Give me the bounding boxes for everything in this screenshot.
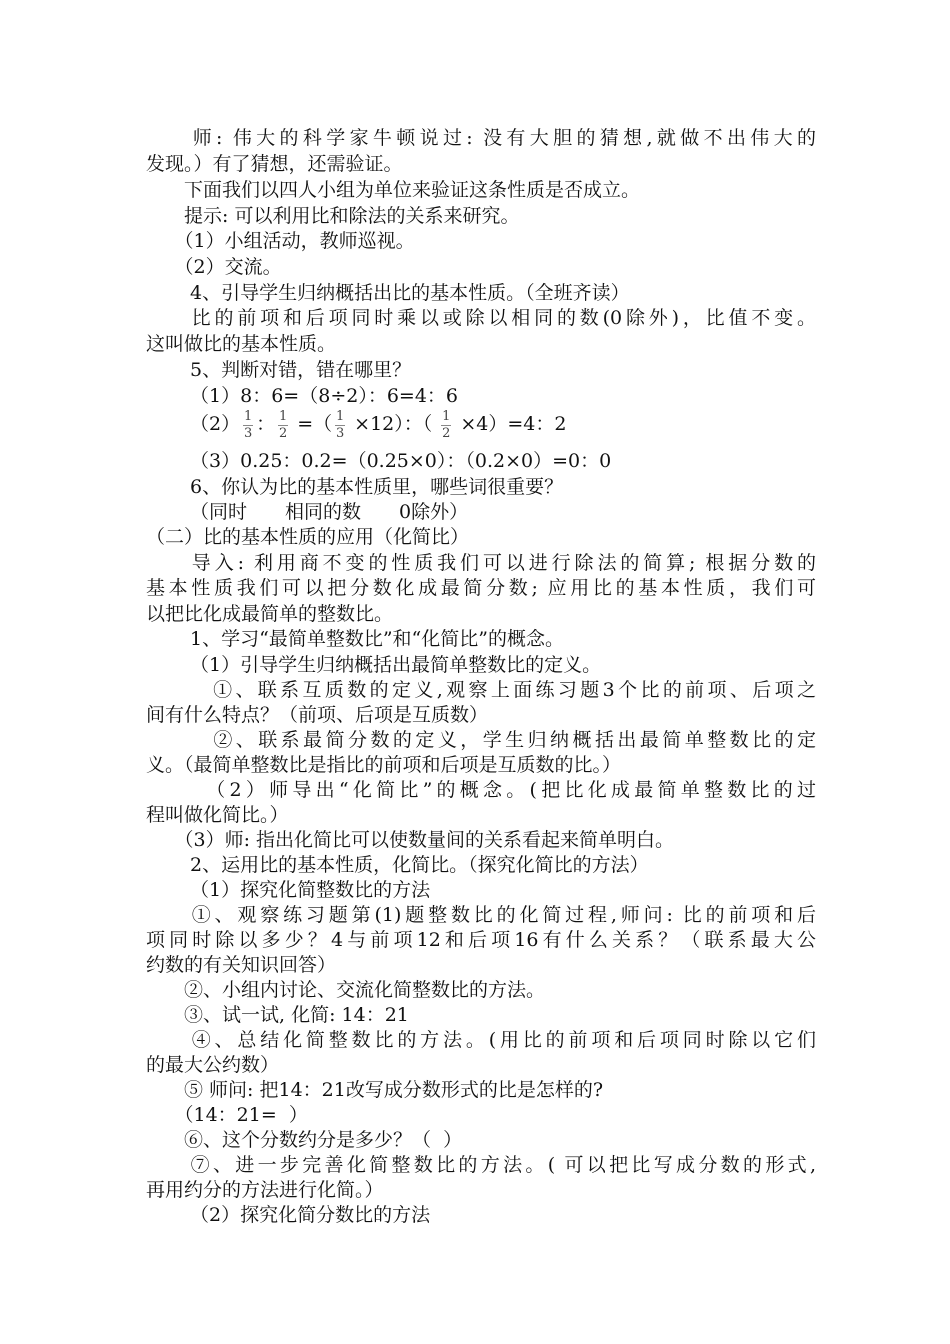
text-line: （1）小组活动，教师巡视。 [146,230,415,252]
text-line: （14：21= ） [146,1104,308,1126]
text-line: 5、判断对错，错在哪里？ [146,359,412,381]
text-line: 项同时除以多少？4与前项12和后项16有什么关系？（联系最大公 [146,929,816,951]
text-line: （2）师导出“化简比”的概念。(把比化成最简单整数比的过 [146,779,816,801]
section-heading: （二）比的基本性质的应用（化简比） [146,526,470,548]
text-line: ⑦、进一步完善化简整数比的方法。( 可以把比写成分数的形式, [146,1154,816,1176]
text-line: （1）引导学生归纳概括出最简单整数比的定义。 [146,654,602,676]
fraction-equation-line [146,405,816,443]
text-line: ④、总结化简整数比的方法。(用比的前项和后项同时除以它们 [146,1029,816,1051]
text-line: （2）探究化简分数比的方法 [146,1204,431,1226]
text-line: （2）交流。 [146,256,282,278]
fraction: $\frac{1}{2}$ [442,408,451,441]
text-line: 6、你认为比的基本性质里，哪些词很重要？ [146,476,564,498]
text-line: 发现。）有了猜想，还需验证。 [146,153,403,175]
text-line: 2、运用比的基本性质，化简比。（探究化简比的方法） [146,854,649,876]
fraction: $\frac{1}{2}$ [279,408,288,441]
text-line: ②、联系最简分数的定义，学生归纳概括出最简单整数比的定 [146,729,816,751]
text-line: ①、联系互质数的定义,观察上面练习题3个比的前项、后项之 [146,679,816,701]
text-line: 导入: 利用商不变的性质我们可以进行除法的简算; 根据分数的 [146,552,816,574]
text-line: 以把比化成最简单的整数比。 [146,603,394,625]
text-line: 提示: 可以利用比和除法的关系来研究。 [146,205,520,227]
text-line: 4、引导学生归纳概括出比的基本性质。（全班齐读） [146,282,630,304]
equation-prefix: （2） [146,413,241,435]
text-line: 基本性质我们可以把分数化成最简分数; 应用比的基本性质，我们可 [146,577,816,599]
equation-part: ×12）：（ [348,413,439,435]
text-line: 约数的有关知识回答） [146,954,337,976]
text-line: ⑥、这个分数约分是多少？（ ） [146,1129,463,1151]
text-line: （3）师: 指出化简比可以使数量间的关系看起来简单明白。 [146,829,675,851]
text-line: （1）探究化简整数比的方法 [146,879,431,901]
text-line: 师: 伟大的科学家牛顿说过: 没有大胆的猜想,就做不出伟大的 [146,127,816,149]
text-line: 再用约分的方法进行化简。） [146,1179,384,1201]
equation-part: =（ [291,413,333,435]
text-line: （3）0.25：0.2=（0.25×0）：（0.2×0）=0：0 [146,450,612,472]
text-line: 这叫做比的基本性质。 [146,333,337,355]
text-line: ②、小组内讨论、交流化简整数比的方法。 [146,979,546,1001]
text-line: 程叫做化简比。） [146,804,289,826]
text-line: 间有什么特点？（前项、后项是互质数） [146,704,489,726]
text-line: ③、试一试, 化简: 14：21 [146,1004,409,1026]
text-line: 义。（最简单整数比是指比的前项和后项是互质数的比。） [146,754,622,776]
equation-part: ： [256,413,276,435]
text-line: （1）8：6=（8÷2）：6=4：6 [146,385,459,407]
text-line: 下面我们以四人小组为单位来验证这条性质是否成立。 [146,179,641,201]
text-line: ⑤ 师问: 把14：21改写成分数形式的比是怎样的? [146,1079,604,1101]
fraction: $\frac{1}{3}$ [335,408,345,441]
text-line: （同时 相同的数 0除外） [146,501,469,523]
text-line: 的最大公约数） [146,1054,280,1076]
fraction: $\frac{1}{3}$ [244,408,253,441]
text-line: 比的前项和后项同时乘以或除以相同的数(0除外)，比值不变。 [146,307,816,329]
text-line: ①、观察练习题第(1)题整数比的化简过程,师问: 比的前项和后 [146,904,816,926]
text-line: 1、学习“最简单整数比”和“化简比”的概念。 [146,628,564,650]
equation-part: ×4）=4：2 [454,413,567,435]
